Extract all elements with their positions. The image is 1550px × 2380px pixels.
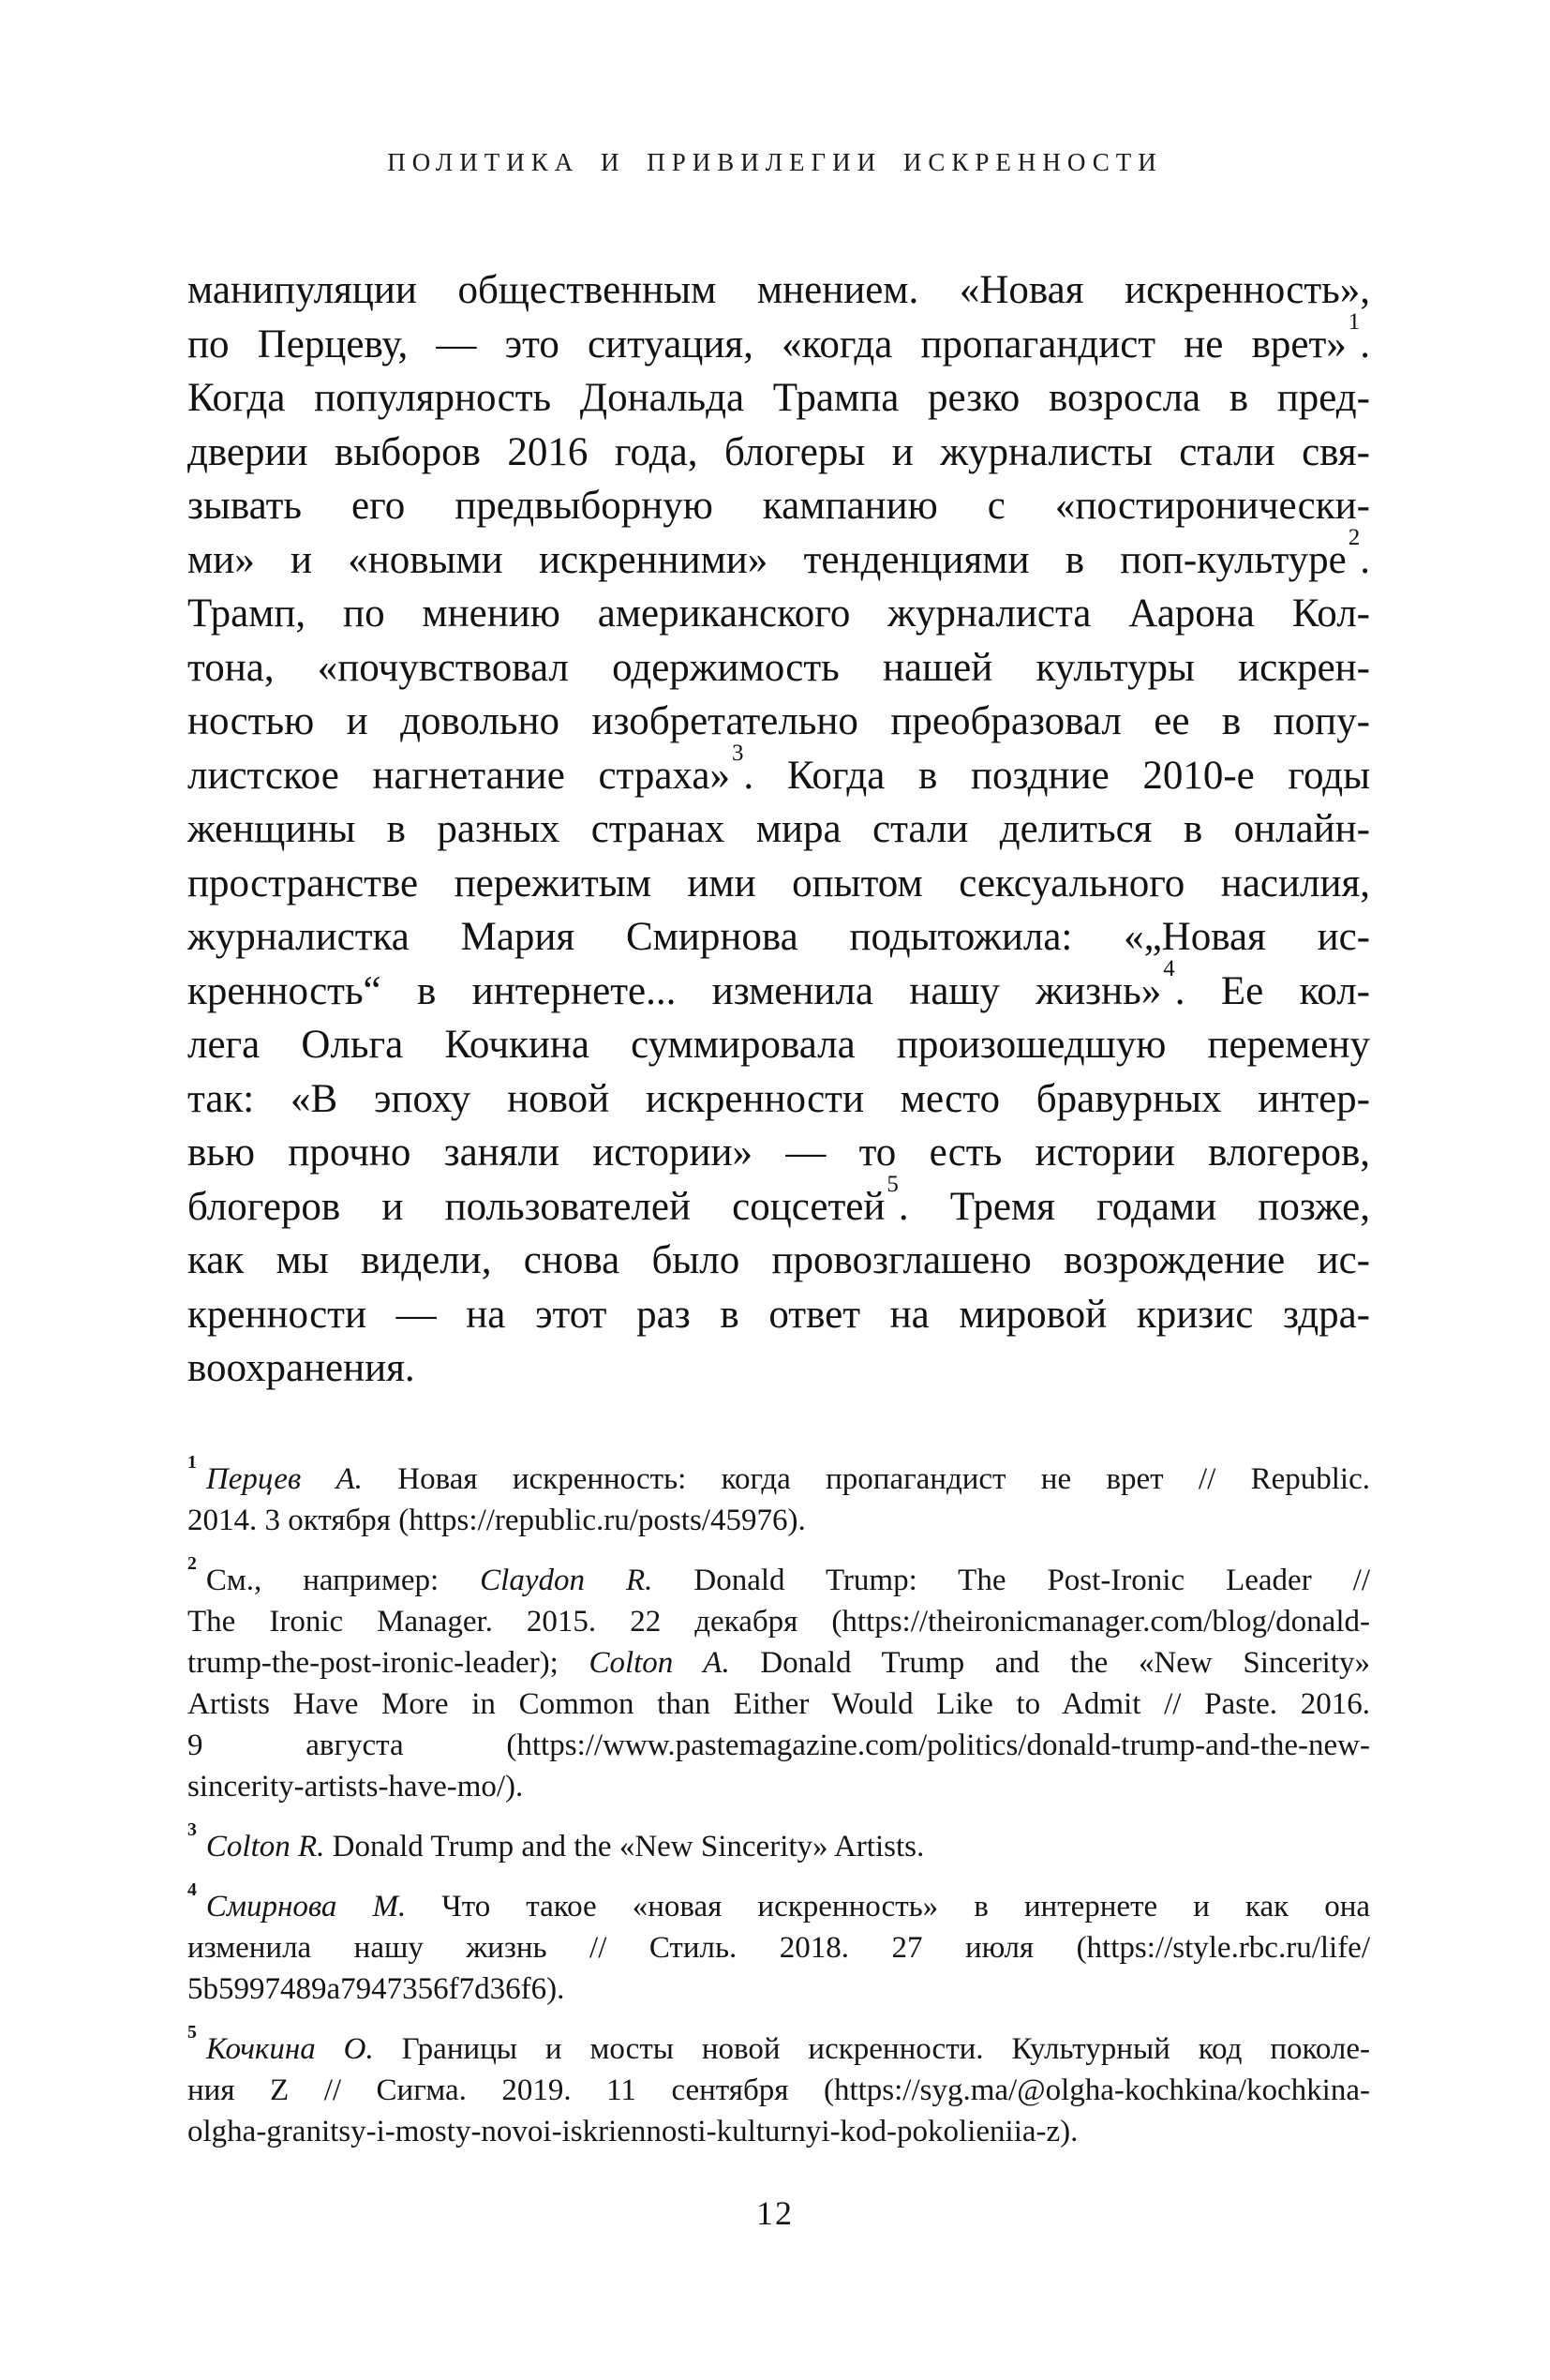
footnote-ref: 5 [887,1172,899,1198]
footnote-line [187,1553,1371,1601]
text-run: по Перцеву, — это ситуация, «когда пропагандист не врет» [187,322,1347,367]
body-line [187,857,1370,911]
text-run: блогеров и пользователей соцсетей [187,1184,886,1229]
footnote [187,2022,1370,2152]
text-run: . [1360,537,1370,582]
cited-author: Colton R. [205,1830,325,1864]
text-run: ми» и «новыми искренними» тенденциями в поп-культуре [187,537,1347,582]
running-head: ПОЛИТИКА И ПРИВИЛЕГИИ ИСКРЕННОСТИ [387,148,1163,176]
text-run: тона, «почувствовал одержимость нашей культуры искрен- [187,645,1370,690]
text-run: как мы видели, снова было провозглашено возрождение ис- [187,1238,1370,1282]
cited-author: Перцев А. [205,1462,363,1496]
footnote-line [187,1500,1370,1541]
footnote-line [187,1684,1370,1725]
footnote-marker: 4 [187,1879,197,1901]
footnote-line [187,1601,1370,1642]
text-run: пространстве пережитым ими опытом сексуального насилия, [187,861,1370,906]
text-run: ния Z // Сигма. 2019. 11 сентября (https://syg.ma/@olgha-kochkina/kochkina- [187,2073,1370,2107]
text-run: дверии выборов 2016 года, блогеры и журналисты стали свя- [187,429,1370,474]
body-line [187,1172,1371,1235]
text-run: женщины в разных странах мира стали делиться в онлайн- [187,807,1370,851]
text-run: См., например: [205,1564,481,1597]
body-line [187,741,1370,803]
text-run: trump-the-post-ironic-leader); [187,1646,589,1680]
text-run: вью прочно заняли истории» — то есть истории влогеров, [187,1130,1370,1175]
body-line [187,1288,1370,1342]
body-line [187,525,1370,588]
footnote-line [187,2070,1370,2111]
footnote-ref: 3 [731,741,744,767]
text-run: Трамп, по мнению американского журналиста Аарона Кол- [187,591,1370,636]
text-run: . Ее кол- [1174,968,1370,1013]
footnote [187,1879,1370,2010]
text-run: Что такое «новая искренность» в интернете и как она [406,1890,1370,1923]
footnote-line [187,1452,1370,1500]
text-run: Когда популярность Дональда Трампа резко возросла в пред- [187,376,1370,420]
footnote-marker: 5 [187,2022,197,2043]
footnote-marker: 2 [187,1553,197,1575]
footnote-line [187,1879,1370,1927]
text-run: журналистка Мария Смирнова подытожила: «„Новая ис- [187,915,1370,959]
body-line [187,371,1370,426]
text-run: листское нагнетание страха» [187,753,730,798]
text-run: Donald Trump and the «New Sincerity» [729,1646,1370,1680]
body-line [187,1018,1370,1072]
body-line [187,695,1370,749]
text-run: . [1360,322,1370,367]
text-run: The Ironic Manager. 2015. 22 декабря (https://theironicmanager.com/blog/donald- [187,1605,1370,1639]
body-line [187,1234,1370,1288]
text-run: так: «В эпоху новой искренности место бравурных интер- [187,1076,1370,1121]
body-line [187,587,1370,641]
body-line [187,426,1370,480]
cited-author: Смирнова М. [205,1890,407,1923]
footnote-line [187,1725,1370,1766]
text-run: 5b5997489a7947356f7d36f6). [187,1972,565,2006]
body-line [187,1126,1370,1180]
cited-author: Кочкина О. [205,2032,374,2066]
text-run: изменила нашу жизнь // Стиль. 2018. 27 июля (https://style.rbc.ru/life/ [187,1931,1370,1965]
body-line [187,309,1370,372]
text-run: Artists Have More in Common than Either Would Like to Admit // Paste. 2016. [187,1687,1370,1721]
text-run: . Когда в поздние 2010-е годы [743,753,1370,798]
text-run: лега Ольга Кочкина суммировала произошедшую перемену [187,1023,1370,1067]
body-line [187,263,1370,318]
body-paragraph [187,263,1370,1396]
footnote [187,1819,1370,1867]
footnotes-section [187,1452,1371,2171]
footnote-line [187,1819,1370,1867]
footnote-ref: 2 [1348,525,1361,551]
body-line [187,479,1370,533]
body-line [187,1341,1370,1396]
text-run: 9 августа (https://www.pastemagazine.com/politics/donald-trump-and-the-new- [187,1729,1370,1762]
footnote [187,1553,1371,1807]
body-line [187,910,1370,965]
text-run: кренности — на этот раз в ответ на мировой кризис здра- [187,1292,1370,1337]
cited-author: Colton A. [589,1646,730,1680]
text-run: ностью и довольно изобретательно преобразовал ее в попу- [187,699,1370,743]
text-run: . Тремя годами позже, [898,1184,1371,1229]
text-run: кренность“ в интернете... изменила нашу жизнь» [187,968,1162,1013]
text-run: Donald Trump and the «New Sincerity» Artists. [324,1830,925,1864]
body-line [187,802,1370,857]
footnote-line [187,2111,1370,2152]
text-run: зывать его предвыборную кампанию с «постиронически- [187,484,1370,528]
footnote-line [187,2022,1370,2070]
cited-author: Claydon R. [480,1564,653,1597]
footnote-line [187,1766,1370,1807]
body-line [187,641,1370,696]
text-run: olgha-granitsy-i-mosty-novoi-iskriennosti-kulturnyi-kod-pokolieniia-z). [187,2115,1079,2148]
footnote-line [187,1968,1370,2010]
footnote-marker: 3 [187,1819,197,1841]
page-number: 12 [756,2194,794,2232]
text-run: воохранения. [187,1346,415,1390]
body-line [187,1072,1370,1127]
footnote-ref: 1 [1348,309,1361,336]
text-run: Новая искренность: когда пропагандист не врет // Republic. [362,1462,1370,1496]
text-run: Donald Trump: The Post-Ironic Leader // [652,1564,1371,1597]
text-run: sincerity-artists-have-mo/). [187,1770,524,1804]
text-run: 2014. 3 октября (https://republic.ru/posts/45976). [187,1504,806,1537]
text-run: Границы и мосты новой искренности. Культурный код поколе- [373,2032,1370,2066]
footnote-line [187,1642,1370,1684]
footnote-marker: 1 [187,1452,197,1474]
footnote-line [187,1927,1370,1968]
footnote-ref: 4 [1163,956,1175,982]
text-run: манипуляции общественным мнением. «Новая искренность», [187,268,1370,312]
body-line [187,956,1370,1019]
footnote [187,1452,1370,1541]
